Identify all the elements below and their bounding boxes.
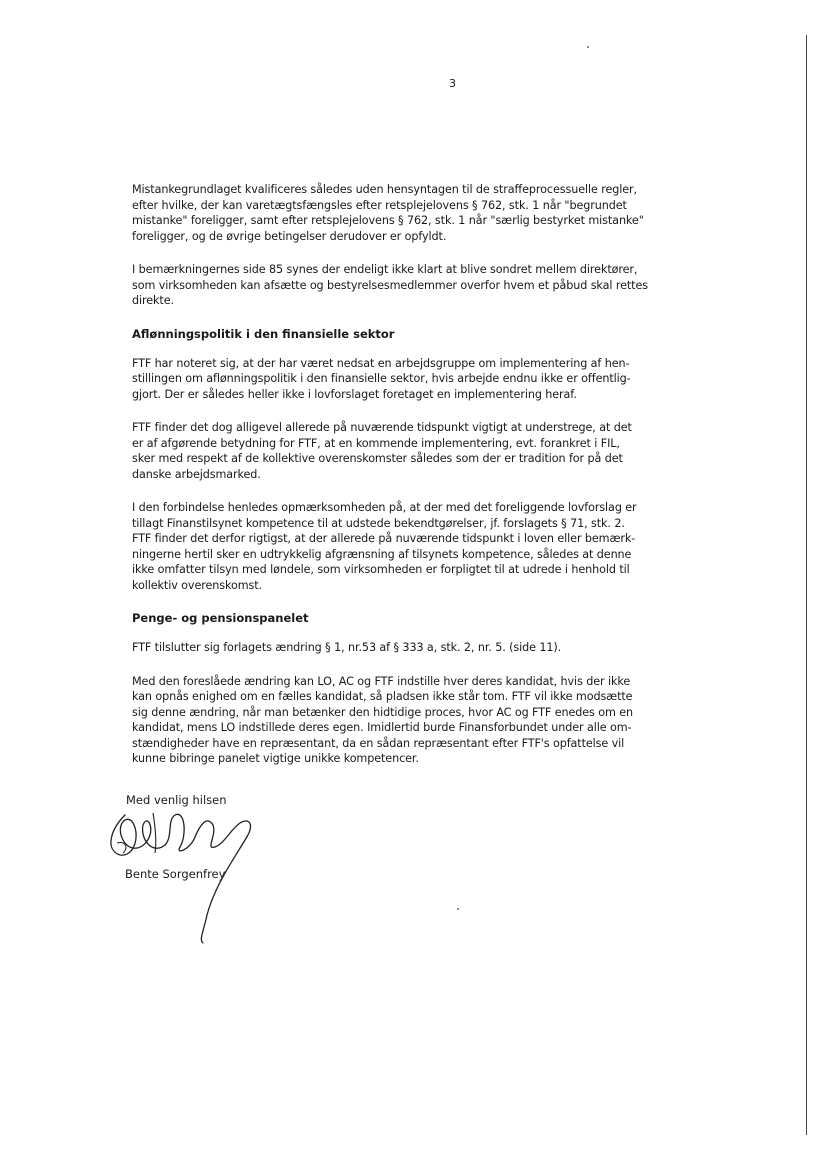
paragraph-line: I bemærkningernes side 85 synes der endeligt ikke klart at blive sondret mellem direktører, (132, 263, 638, 276)
letter-body (132, 182, 672, 785)
scan-speck (587, 46, 589, 48)
section-heading: Penge- og pensionspanelet (132, 611, 309, 625)
paragraph-line: kan opnås enighed om en fælles kandidat, så pladsen ikke står tom. FTF vil ikke modsætte (132, 690, 633, 703)
paragraph-line: Med den foreslåede ændring kan LO, AC og FTF indstille hver deres kandidat, hvis der ikke (132, 674, 631, 688)
paragraph-line: kunne bibringe panelet vigtige unikke kompetencer. (132, 752, 419, 765)
paragraph-line: FTF har noteret sig, at der har været nedsat en arbejdsgruppe om implementering af hen- (132, 356, 630, 370)
paragraph-line: som virksomheden kan afsætte og bestyrelsesmedlemmer overfor hvem et påbud skal rettes (132, 278, 648, 292)
body-paragraph (132, 500, 672, 593)
paragraph-line: gjort. Der er således heller ikke i lovforslaget foretaget en implementering heraf. (132, 387, 577, 401)
paragraph-line: er af afgørende betydning for FTF, at en kommende implementering, evt. forankret i FIL, (132, 436, 620, 450)
paragraph-line: stændigheder have en repræsentant, da en sådan repræsentant efter FTF's opfattelse vil (132, 736, 625, 750)
body-paragraph (132, 674, 672, 767)
section-heading: Aflønningspolitik i den finansielle sektor (132, 326, 395, 341)
paragraph-line: sker med respekt af de kollektive overenskomster således som der er tradition for på det (132, 452, 623, 465)
paragraph-line: efter hvilke, der kan varetægtsfængsles efter retsplejelovens § 762, stk. 1 når "begrundet (132, 198, 627, 212)
page-number: 3 (449, 77, 456, 90)
paragraph-line: tillagt Finanstilsynet kompetence til at udstede bekendtgørelser, jf. forslagets § 71, stk. 2. (132, 516, 625, 530)
paragraph-line: danske arbejdsmarked. (132, 467, 261, 481)
paragraph-line: stillingen om aflønningspolitik i den finansielle sektor, hvis arbejde endnu ikke er offentlig- (132, 372, 631, 385)
body-paragraph (132, 640, 672, 656)
body-paragraph (132, 356, 672, 403)
paragraph-line: sig denne ændring, når man betænker den hidtidige proces, hvor AC og FTF enedes om en (132, 705, 634, 719)
paragraph-line: Mistankegrundlaget kvalificeres således uden hensyntagen til de straffeprocessuelle regler, (132, 183, 638, 196)
paragraph-line: ningerne hertil sker en udtrykkelig afgrænsning af tilsynets kompetence, således at denne (132, 547, 632, 561)
paragraph-line: I den forbindelse henledes opmærksomheden på, at der med det foreliggende lovforslag er (132, 501, 637, 514)
scan-speck (457, 908, 459, 910)
signer-name: Bente Sorgenfrey (125, 867, 226, 881)
paragraph-line: direkte. (132, 294, 174, 307)
paragraph-line: mistanke" foreligger, samt efter retsplejelovens § 762, stk. 1 når "særlig bestyrket mistanke" (132, 214, 644, 227)
body-paragraph (132, 420, 672, 482)
paragraph-line: FTF finder det dog alligevel allerede på nuværende tidspunkt vigtigt at understrege, at det (132, 421, 632, 434)
paragraph-line: FTF finder det derfor rigtigst, at der allerede på nuværende tidspunkt i loven eller bemærk- (132, 532, 636, 545)
body-paragraph (132, 182, 672, 244)
paragraph-line: foreligger, og de øvrige betingelser derudover er opfyldt. (132, 229, 447, 243)
scan-edge-line (806, 35, 807, 1135)
paragraph-line: ikke omfatter tilsyn med løndele, som virksomheden er forpligtet til at udrede i henhold til (132, 563, 630, 576)
paragraph-line: kandidat, mens LO indstillede deres egen. Imidlertid burde Finansforbundet under alle om- (132, 721, 632, 734)
paragraph-line: kollektiv overenskomst. (132, 578, 262, 592)
closing-salutation: Med venlig hilsen (126, 793, 227, 807)
body-paragraph (132, 262, 672, 309)
paragraph-line: FTF tilslutter sig forlagets ændring § 1, nr.53 af § 333 a, stk. 2, nr. 5. (side 11). (132, 641, 562, 654)
